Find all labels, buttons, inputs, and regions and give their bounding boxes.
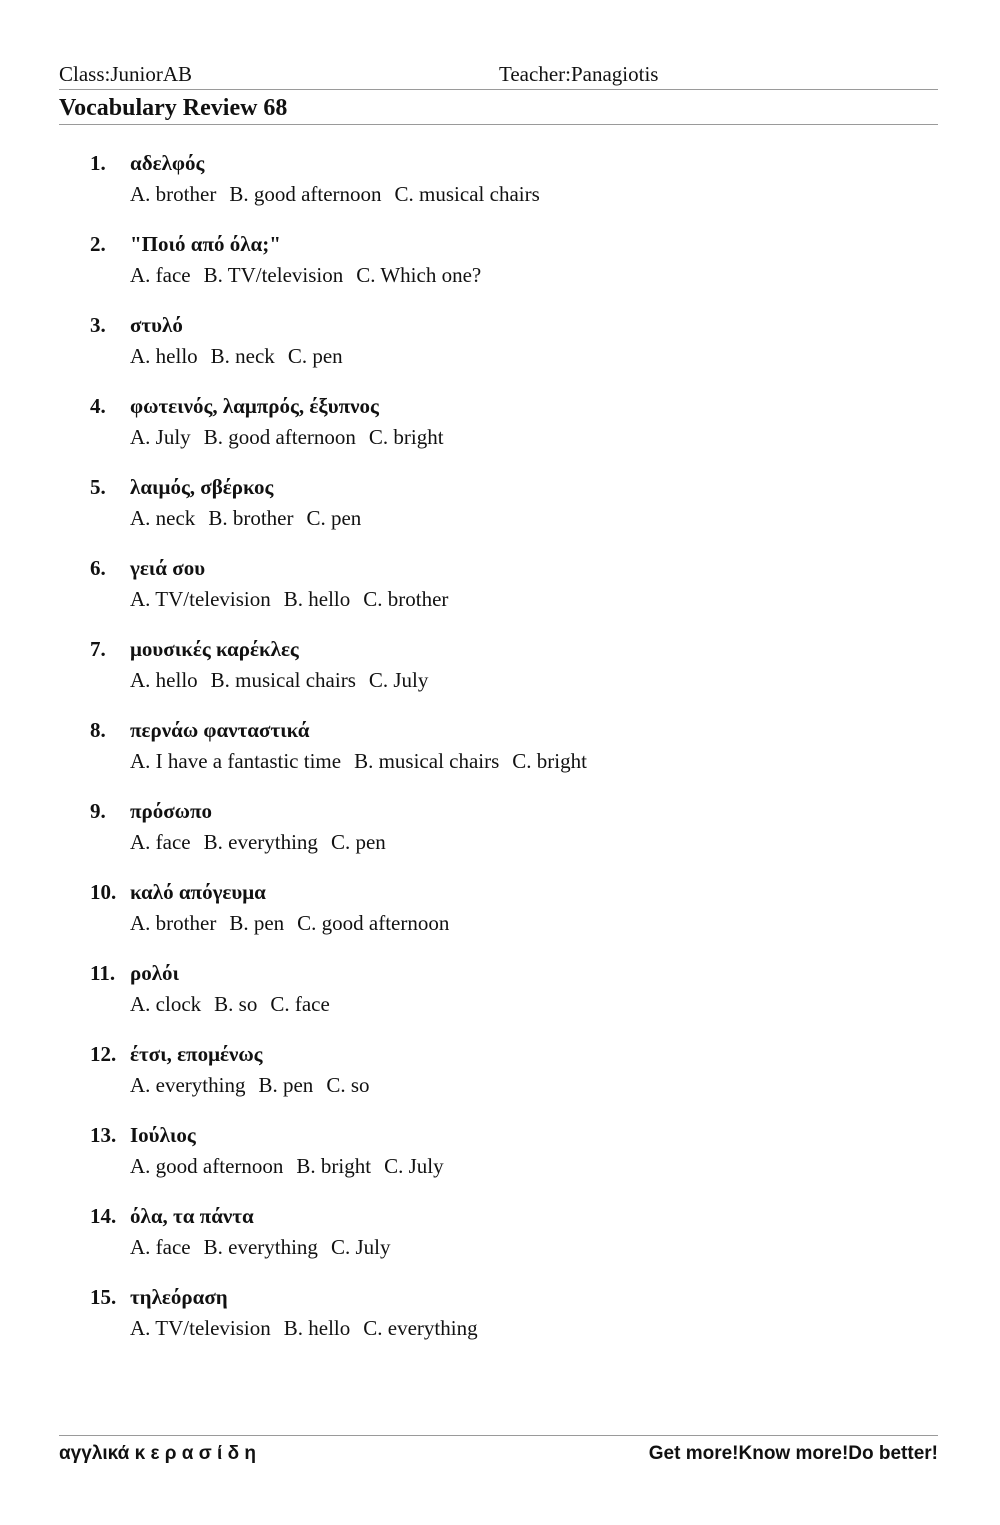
answer-options bbox=[130, 1153, 457, 1179]
answer-option[interactable]: C. July bbox=[384, 1154, 444, 1178]
answer-option[interactable]: A. brother bbox=[130, 911, 217, 935]
question-prompt: μουσικές καρέκλες bbox=[130, 637, 299, 661]
answer-option[interactable]: A. I have a fantastic time bbox=[130, 749, 342, 773]
answer-options bbox=[130, 424, 457, 450]
answer-options bbox=[130, 343, 356, 369]
teacher-label: Teacher:Panagiotis bbox=[499, 62, 659, 86]
answer-option[interactable]: C. July bbox=[368, 668, 429, 692]
answer-option[interactable]: A. face bbox=[130, 263, 191, 287]
question-number: 14. bbox=[90, 1204, 117, 1228]
answer-option[interactable]: B. good afternoon bbox=[203, 425, 356, 449]
question-item bbox=[0, 474, 1000, 555]
question-item bbox=[0, 960, 1000, 1041]
question-number: 8. bbox=[90, 718, 106, 742]
answer-option[interactable]: B. hello bbox=[283, 587, 351, 611]
question-number: 7. bbox=[90, 637, 106, 661]
question-prompt: όλα, τα πάντα bbox=[130, 1204, 254, 1228]
answer-option[interactable]: A. hello bbox=[130, 668, 198, 692]
answer-options bbox=[130, 829, 399, 855]
question-item bbox=[0, 555, 1000, 636]
question-prompt: Ιούλιος bbox=[130, 1123, 196, 1147]
answer-options bbox=[130, 505, 374, 531]
question-item bbox=[0, 879, 1000, 960]
answer-option[interactable]: C. so bbox=[326, 1073, 370, 1097]
question-prompt: τηλεόραση bbox=[130, 1285, 228, 1309]
question-prompt: γειά σου bbox=[130, 556, 206, 580]
question-number: 9. bbox=[90, 799, 106, 823]
answer-options bbox=[130, 910, 462, 936]
answer-options bbox=[130, 1234, 403, 1260]
answer-option[interactable]: A. clock bbox=[130, 992, 202, 1016]
answer-option[interactable]: B. neck bbox=[210, 344, 275, 368]
answer-option[interactable]: A. TV/television bbox=[130, 1316, 271, 1340]
question-item bbox=[0, 1122, 1000, 1203]
question-item bbox=[0, 636, 1000, 717]
question-prompt: στυλό bbox=[130, 313, 183, 337]
question-item bbox=[0, 798, 1000, 879]
answer-option[interactable]: A. good afternoon bbox=[130, 1154, 284, 1178]
answer-option[interactable]: C. everything bbox=[363, 1316, 478, 1340]
answer-options bbox=[130, 262, 494, 288]
question-prompt: πρόσωπο bbox=[130, 799, 213, 823]
question-prompt: φωτεινός, λαμπρός, έξυπνος bbox=[130, 394, 379, 418]
header bbox=[59, 62, 938, 90]
answer-option[interactable]: C. good afternoon bbox=[297, 911, 450, 935]
question-number: 2. bbox=[90, 232, 106, 256]
question-number: 5. bbox=[90, 475, 106, 499]
answer-option[interactable]: C. pen bbox=[306, 506, 362, 530]
answer-option[interactable]: C. July bbox=[330, 1235, 391, 1259]
answer-option[interactable]: A. face bbox=[130, 830, 191, 854]
question-number: 12. bbox=[90, 1042, 117, 1066]
question-prompt: έτσι, επομένως bbox=[130, 1042, 263, 1066]
answer-options bbox=[130, 667, 441, 693]
question-prompt: ρολόι bbox=[130, 961, 180, 985]
answer-option[interactable]: A. July bbox=[130, 425, 191, 449]
question-number: 10. bbox=[90, 880, 117, 904]
question-item bbox=[0, 312, 1000, 393]
answer-option[interactable]: A. brother bbox=[130, 182, 217, 206]
footer-slogan: Get more!Know more!Do better! bbox=[648, 1443, 938, 1464]
question-list bbox=[0, 150, 1000, 1365]
answer-option[interactable]: B. musical chairs bbox=[210, 668, 356, 692]
question-prompt: "Ποιό από όλα;" bbox=[130, 232, 281, 256]
answer-option[interactable]: A. TV/television bbox=[130, 587, 271, 611]
answer-option[interactable]: B. bright bbox=[296, 1154, 372, 1178]
question-prompt: περνάω φανταστικά bbox=[130, 718, 310, 742]
question-number: 6. bbox=[90, 556, 106, 580]
answer-option[interactable]: C. bright bbox=[368, 425, 444, 449]
answer-options bbox=[130, 1315, 491, 1341]
answer-option[interactable]: B. pen bbox=[258, 1073, 314, 1097]
question-item bbox=[0, 717, 1000, 798]
answer-option[interactable]: B. everything bbox=[203, 1235, 318, 1259]
question-item bbox=[0, 150, 1000, 231]
question-prompt: λαιμός, σβέρκος bbox=[130, 475, 274, 499]
question-prompt: καλό απόγευμα bbox=[130, 880, 266, 904]
question-number: 4. bbox=[90, 394, 106, 418]
question-number: 1. bbox=[90, 151, 106, 175]
answer-option[interactable]: B. hello bbox=[283, 1316, 351, 1340]
question-number: 3. bbox=[90, 313, 106, 337]
answer-option[interactable]: C. bright bbox=[512, 749, 587, 773]
answer-option[interactable]: C. musical chairs bbox=[394, 182, 540, 206]
answer-option[interactable]: B. TV/television bbox=[203, 263, 344, 287]
answer-option[interactable]: A. everything bbox=[130, 1073, 246, 1097]
answer-option[interactable]: A. neck bbox=[130, 506, 196, 530]
answer-option[interactable]: B. pen bbox=[229, 911, 285, 935]
question-number: 15. bbox=[90, 1285, 117, 1309]
answer-option[interactable]: A. hello bbox=[130, 344, 198, 368]
class-label: Class:JuniorAB bbox=[59, 62, 193, 86]
answer-option[interactable]: B. so bbox=[214, 992, 258, 1016]
question-prompt: αδελφός bbox=[130, 151, 205, 175]
question-item bbox=[0, 393, 1000, 474]
answer-options bbox=[130, 586, 461, 612]
answer-options bbox=[130, 181, 553, 207]
answer-option[interactable]: A. face bbox=[130, 1235, 191, 1259]
question-number: 13. bbox=[90, 1123, 117, 1147]
question-item bbox=[0, 1203, 1000, 1284]
answer-option[interactable]: B. brother bbox=[208, 506, 294, 530]
answer-options bbox=[130, 991, 343, 1017]
answer-option[interactable]: C. face bbox=[270, 992, 330, 1016]
question-item bbox=[0, 231, 1000, 312]
answer-options bbox=[130, 1072, 383, 1098]
answer-option[interactable]: C. Which one? bbox=[356, 263, 482, 287]
answer-option[interactable]: B. everything bbox=[203, 830, 318, 854]
page-title: Vocabulary Review 68 bbox=[59, 95, 288, 121]
title-bar bbox=[59, 94, 938, 125]
answer-option[interactable]: C. brother bbox=[363, 587, 449, 611]
question-item bbox=[0, 1284, 1000, 1365]
footer bbox=[59, 1435, 938, 1470]
answer-option[interactable]: C. pen bbox=[330, 830, 386, 854]
answer-option[interactable]: B. musical chairs bbox=[354, 749, 500, 773]
question-item bbox=[0, 1041, 1000, 1122]
question-number: 11. bbox=[90, 961, 116, 985]
answer-option[interactable]: C. pen bbox=[287, 344, 343, 368]
answer-options bbox=[130, 748, 600, 774]
answer-option[interactable]: B. good afternoon bbox=[229, 182, 382, 206]
footer-brand: αγγλικά κ ε ρ α σ ί δ η bbox=[59, 1443, 256, 1464]
